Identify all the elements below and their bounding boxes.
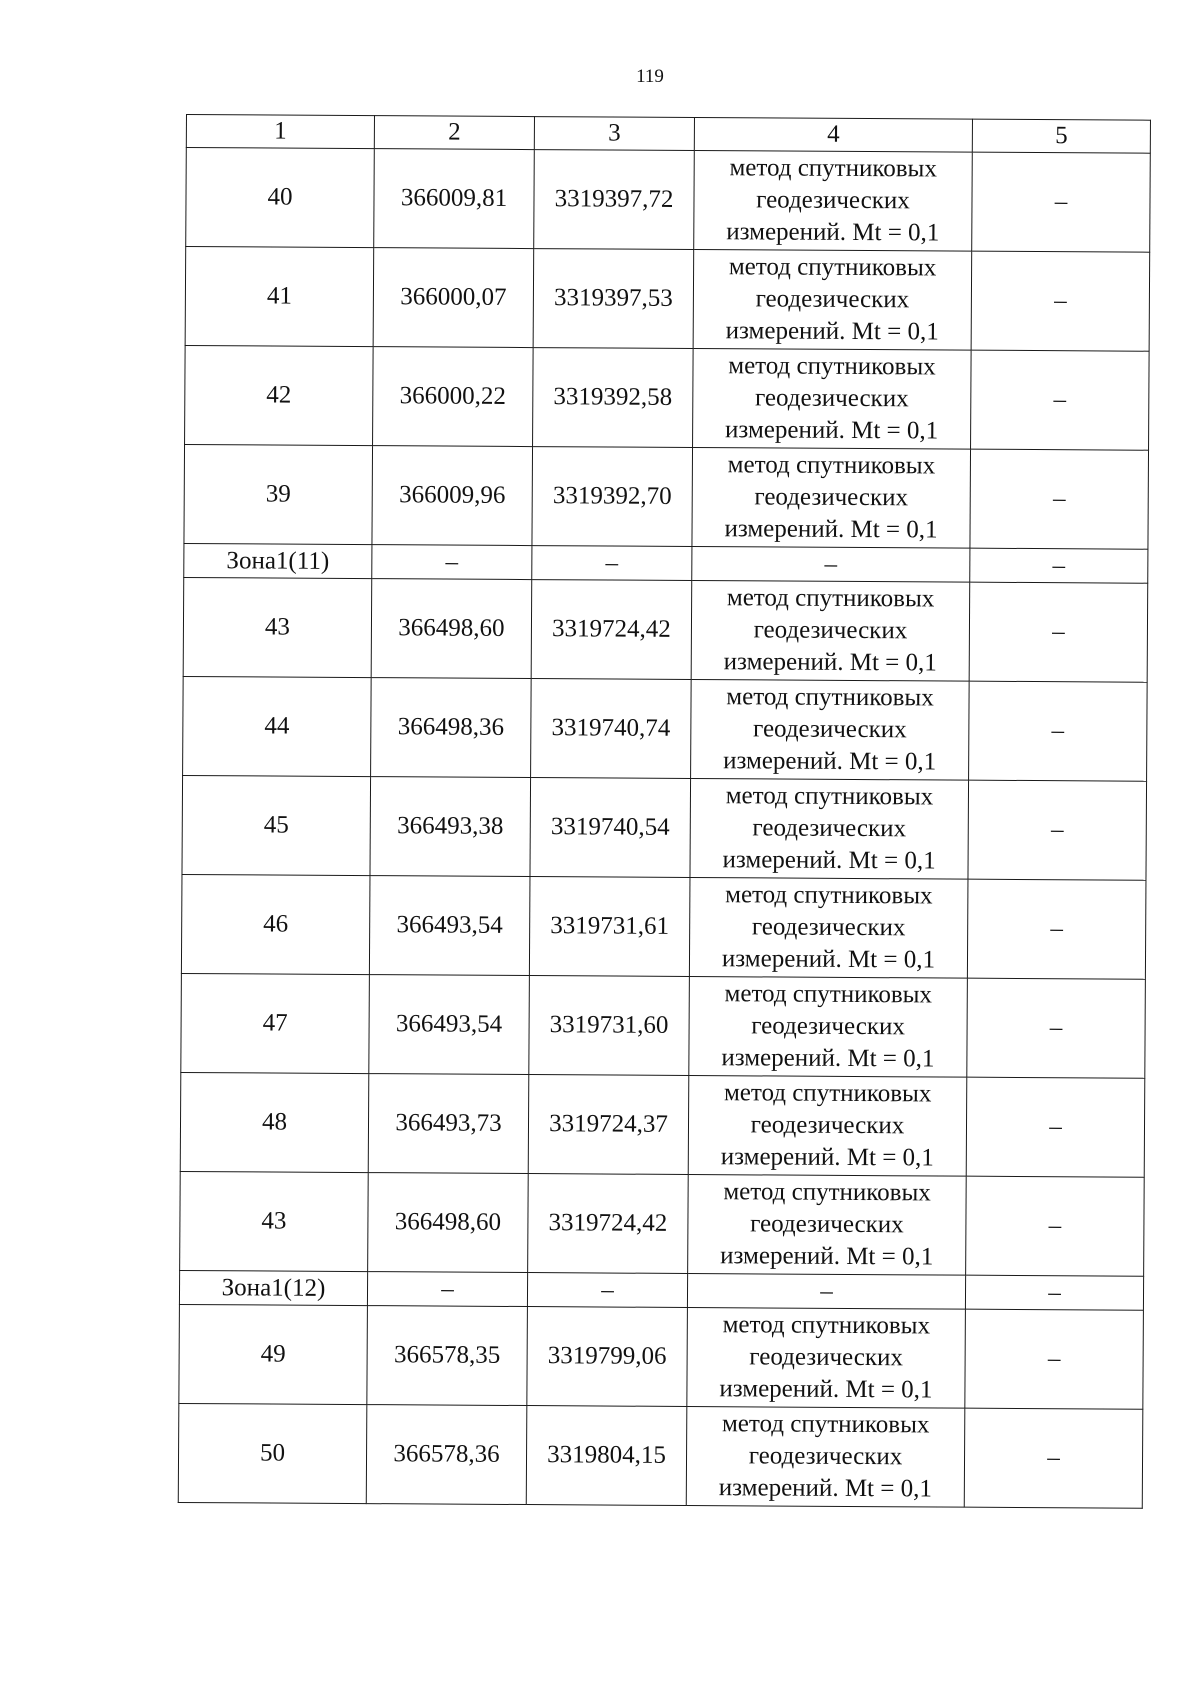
method-text-line3: измерений. Mt = 0,1 [722, 846, 936, 875]
method-text-line3: измерений. Mt = 0,1 [720, 1242, 934, 1271]
x-coordinate-cell: 366498,60 [371, 579, 532, 679]
point-number-cell: 43 [183, 577, 372, 677]
method-text-line1: метод спутниковых [721, 1410, 930, 1439]
table-body [178, 148, 1150, 1509]
column-5-cell: – [966, 1176, 1145, 1276]
zone-dash-cell: – [372, 545, 532, 580]
method-text-line3: измерений. Mt = 0,1 [725, 416, 939, 445]
table-row [184, 444, 1149, 549]
method-cell [689, 878, 968, 979]
method-text-line2: геодезических [750, 1210, 904, 1239]
method-text-line2: геодезических [755, 285, 910, 314]
method-cell [693, 349, 972, 450]
coordinates-table [178, 114, 1151, 1509]
point-number-cell: 40 [186, 148, 375, 248]
zone-dash-cell: – [367, 1272, 527, 1307]
column-5-cell: – [971, 251, 1150, 351]
coordinates-table-wrapper [178, 114, 1150, 1509]
x-coordinate-cell: 366498,60 [368, 1173, 529, 1273]
method-cell [688, 1076, 967, 1177]
table-row [185, 345, 1150, 450]
y-coordinate-cell: 3319397,72 [534, 150, 695, 250]
method-text-line1: метод спутниковых [726, 584, 935, 613]
method-text-line2: геодезических [754, 483, 909, 512]
y-coordinate-cell: 3319724,42 [528, 1174, 689, 1274]
method-text-line1: метод спутниковых [724, 980, 933, 1009]
method-text-line2: геодезических [753, 616, 908, 645]
table-row [186, 148, 1151, 253]
method-text-line2: геодезических [748, 1442, 903, 1471]
table-row [183, 676, 1148, 781]
method-text-line1: метод спутниковых [729, 154, 937, 183]
point-number-cell: 48 [180, 1072, 369, 1172]
column-5-cell: – [971, 350, 1150, 450]
method-text-line3: измерений. Mt = 0,1 [724, 515, 938, 544]
method-text-line3: измерений. Mt = 0,1 [723, 747, 937, 776]
method-text-line2: геодезических [751, 913, 906, 942]
method-text-line2: геодезических [752, 814, 907, 843]
table-row [181, 973, 1146, 1078]
method-text-line3: измерений. Mt = 0,1 [719, 1375, 933, 1404]
method-cell [691, 680, 970, 781]
point-number-cell: 42 [185, 345, 374, 445]
method-text-line2: геодезических [754, 384, 909, 413]
zone-dash-cell: – [970, 548, 1148, 583]
point-number-cell: 39 [184, 444, 373, 544]
x-coordinate-cell: 366000,07 [373, 248, 534, 348]
x-coordinate-cell: 366009,96 [372, 446, 533, 546]
method-cell [688, 1174, 967, 1275]
column-5-cell: – [968, 780, 1147, 880]
y-coordinate-cell: 3319392,70 [532, 447, 693, 547]
y-coordinate-cell: 3319724,37 [528, 1075, 689, 1175]
method-text-line1: метод спутниковых [725, 881, 933, 910]
method-text-line2: геодезических [751, 1012, 905, 1041]
method-cell [690, 779, 969, 880]
method-cell [687, 1307, 966, 1408]
zone-dash-cell: – [527, 1273, 687, 1308]
x-coordinate-cell: 366493,73 [368, 1074, 529, 1174]
table-row [181, 874, 1146, 979]
point-number-cell: 47 [181, 973, 370, 1073]
x-coordinate-cell: 366493,54 [369, 876, 530, 976]
zone-row [179, 1270, 1143, 1310]
method-cell [689, 977, 968, 1078]
column-5-cell: – [966, 1077, 1145, 1177]
column-5-cell: – [969, 681, 1148, 781]
x-coordinate-cell: 366493,54 [369, 975, 530, 1075]
method-cell [692, 448, 971, 549]
x-coordinate-cell: 366498,36 [371, 678, 532, 778]
header-cell-3: 3 [534, 117, 694, 151]
header-cell-2: 2 [374, 116, 534, 150]
method-text-line3: измерений. Mt = 0,1 [726, 218, 940, 247]
method-text-line1: метод спутниковых [726, 683, 934, 712]
header-cell-4: 4 [694, 118, 972, 153]
y-coordinate-cell: 3319731,61 [529, 877, 690, 977]
column-5-cell: – [964, 1408, 1143, 1508]
y-coordinate-cell: 3319392,58 [533, 348, 694, 448]
point-number-cell: 49 [179, 1304, 368, 1404]
x-coordinate-cell: 366493,38 [370, 777, 531, 877]
table-row [178, 1403, 1143, 1508]
point-number-cell: 45 [182, 775, 371, 875]
method-text-line1: метод спутниковых [727, 451, 936, 480]
zone-row [184, 543, 1148, 583]
x-coordinate-cell: 366578,35 [367, 1306, 528, 1406]
method-text-line1: метод спутниковых [728, 352, 936, 381]
zone-label: Зона1(12) [179, 1270, 367, 1305]
column-5-cell: – [972, 152, 1151, 252]
column-5-cell: – [969, 582, 1148, 682]
method-text-line1: метод спутниковых [725, 782, 934, 811]
header-cell-5: 5 [972, 119, 1150, 153]
method-cell [686, 1406, 965, 1507]
method-text-line3: измерений. Mt = 0,1 [721, 1044, 935, 1073]
column-5-cell: – [967, 879, 1146, 979]
y-coordinate-cell: 3319724,42 [531, 580, 692, 680]
method-text-line3: измерений. Mt = 0,1 [725, 317, 939, 346]
page-number: 119 [636, 66, 664, 87]
table-row [179, 1304, 1144, 1409]
point-number-cell: 50 [178, 1403, 367, 1503]
y-coordinate-cell: 3319804,15 [526, 1406, 687, 1506]
method-cell [694, 151, 973, 252]
method-text-line3: измерений. Mt = 0,1 [721, 945, 936, 974]
method-text-line2: геодезических [752, 715, 907, 744]
method-text-line3: измерений. Mt = 0,1 [720, 1143, 934, 1172]
method-text-line2: геодезических [750, 1111, 905, 1140]
method-text-line2: геодезических [749, 1343, 904, 1372]
method-text-line3: измерений. Mt = 0,1 [723, 648, 937, 677]
table-row [180, 1072, 1145, 1177]
column-5-cell: – [967, 978, 1146, 1078]
method-text-line1: метод спутниковых [728, 253, 937, 282]
table-row [180, 1171, 1145, 1276]
y-coordinate-cell: 3319731,60 [529, 976, 690, 1076]
method-text-line2: геодезических [756, 186, 910, 215]
point-number-cell: 43 [180, 1171, 369, 1271]
y-coordinate-cell: 3319799,06 [527, 1307, 688, 1407]
table-row [185, 247, 1150, 352]
method-text-line1: метод спутниковых [722, 1311, 931, 1340]
x-coordinate-cell: 366009,81 [374, 149, 535, 249]
y-coordinate-cell: 3319397,53 [533, 249, 694, 349]
zone-dash-cell: – [965, 1275, 1143, 1310]
zone-dash-cell: – [532, 546, 692, 581]
zone-dash-cell: – [692, 547, 970, 583]
column-5-cell: – [970, 449, 1149, 549]
x-coordinate-cell: 366000,22 [373, 347, 534, 447]
x-coordinate-cell: 366578,36 [366, 1405, 527, 1505]
method-text-line3: измерений. Mt = 0,1 [718, 1474, 932, 1503]
method-cell [691, 581, 970, 682]
y-coordinate-cell: 3319740,54 [530, 778, 691, 878]
zone-dash-cell: – [687, 1273, 965, 1309]
point-number-cell: 44 [183, 676, 372, 776]
point-number-cell: 41 [185, 247, 374, 347]
method-text-line1: метод спутниковых [723, 1079, 932, 1108]
method-cell [693, 250, 972, 351]
table-row [183, 577, 1148, 682]
zone-label: Зона1(11) [184, 543, 372, 578]
point-number-cell: 46 [181, 874, 370, 974]
y-coordinate-cell: 3319740,74 [531, 679, 692, 779]
header-cell-1: 1 [186, 115, 374, 149]
method-text-line1: метод спутниковых [723, 1178, 931, 1207]
table-row [182, 775, 1147, 880]
column-5-cell: – [965, 1309, 1144, 1409]
